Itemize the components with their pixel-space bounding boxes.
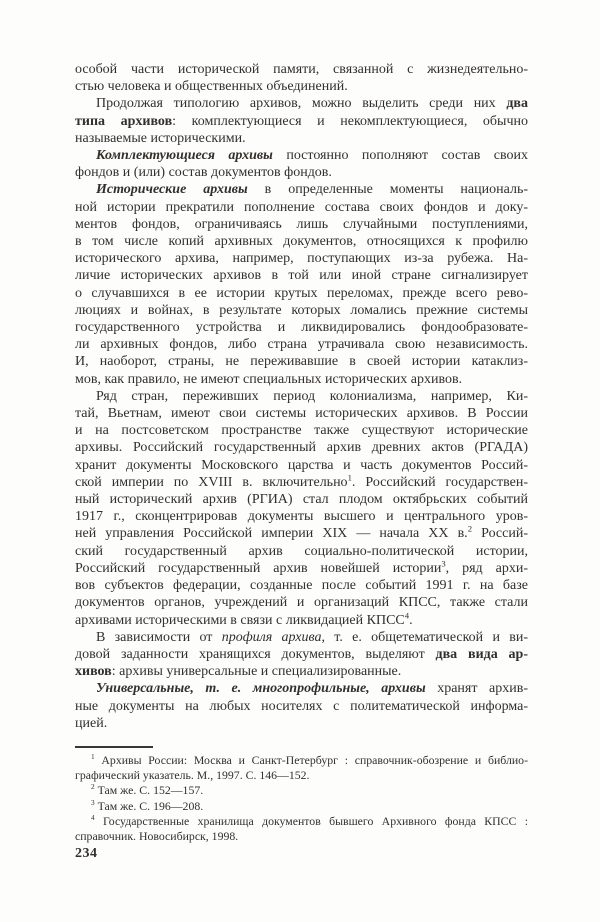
text-line (75, 78, 528, 95)
text-run: профиля архива (221, 629, 322, 645)
text-run: фондов и (или) состав документов фондов. (75, 165, 332, 181)
text-line (75, 594, 528, 611)
text-run: ней управления Российской империи XIX — начала XX в. (75, 526, 468, 542)
text-run: : архивы универсальные и специализированные. (111, 664, 402, 680)
text-line (75, 560, 528, 577)
text-run: довой заданности хранящихся документов, выделяют (75, 646, 436, 662)
text-line (75, 113, 528, 130)
text-run: И, наоборот, страны, не переживавшие в своей истории катаклиз- (75, 354, 528, 370)
text-run: ской империи по XVIII в. включительно (75, 474, 348, 490)
text-run: В зависимости от (96, 629, 222, 645)
text-run: мов, как правило, не имеют специальных исторических архивов. (75, 371, 463, 387)
text-run: хивов (75, 664, 112, 680)
text-line (75, 525, 528, 542)
paragraph (75, 181, 528, 387)
text-line (75, 250, 528, 267)
text-run: ли архивных фондов, либо страна утрачивала свою независимость. (75, 337, 528, 353)
text-line (75, 388, 528, 405)
text-line (75, 422, 528, 439)
text-line (75, 814, 528, 829)
text-line (75, 680, 528, 697)
text-line (75, 371, 528, 388)
paragraph (75, 95, 528, 147)
text-run: Комплектующиеся архивы (96, 148, 273, 164)
text-run: Архивы России: Москва и Санкт-Петербург : справочник-обозрение и библио- (94, 752, 528, 767)
text-line (75, 164, 528, 181)
text-run: : комплектующиеся и некомплектующиеся, обычно (172, 113, 528, 129)
text-line (75, 457, 528, 474)
text-run: Российский государственный архив новейшей истории (75, 560, 442, 576)
text-run: , т. е. общетематической и ви- (321, 629, 528, 645)
text-line (75, 353, 528, 370)
text-run: архивы. Российский государственный архив древних актов (РГАДА) (75, 440, 528, 456)
text-run: ный исторический архив (РГИА) стал плодом октябрьских событий (75, 492, 528, 508)
footnotes (75, 753, 528, 844)
text-line (75, 181, 528, 198)
text-run: ский государственный архив социально-политической истории, (75, 543, 528, 559)
text-line (75, 336, 528, 353)
text-run: ментов фондов, ограничиваясь лишь случайными поступлениями, (75, 216, 528, 232)
paragraph (75, 147, 528, 181)
text-run: справочник. Новосибирск, 1998. (75, 828, 239, 843)
footnote-reference: 2 (91, 782, 95, 792)
text-line (75, 715, 528, 732)
text-line (75, 95, 528, 112)
text-run: вов субъектов федерации, созданные после событий 1991 г. на базе (75, 578, 528, 594)
text-run: стью человека и общественных объединений. (75, 79, 348, 95)
text-run: люциях и войнах, в результате которых ломались прежние системы (75, 302, 528, 318)
text-run: государственного устройства и ликвидировались фондообразовате- (75, 320, 528, 336)
text-run: Универсальные, т. е. многопрофильные, архивы (96, 681, 426, 697)
text-line (75, 577, 528, 594)
text-line (75, 130, 528, 147)
footnote-reference: 4 (404, 609, 410, 620)
text-run: Государственные хранилища документов бывшего Архивного фонда КПСС : (94, 813, 528, 828)
text-run: постоянно пополняют состав своих (272, 148, 528, 164)
footnote-reference: 3 (441, 558, 446, 569)
text-run: 1917 г., сконцентрировав документы высшего и центрального уров- (75, 509, 528, 525)
text-line (75, 216, 528, 233)
text-line (75, 233, 528, 250)
text-line (75, 543, 528, 560)
text-line (75, 753, 528, 768)
text-run: Там же. С. 152—157. (94, 783, 204, 798)
text-line (75, 147, 528, 164)
text-run: архивами историческими в связи с ликвидацией КПСС (75, 612, 405, 628)
text-line (75, 768, 528, 783)
text-line (75, 267, 528, 284)
text-run: и на постсоветском пространстве также существуют исторические (75, 423, 528, 439)
text-line (75, 783, 528, 798)
text-run: два (506, 96, 528, 112)
text-line (75, 609, 528, 629)
paragraph (75, 680, 528, 732)
text-run: , ряд архи- (445, 560, 528, 576)
text-line (75, 508, 528, 525)
footnote-reference: 4 (91, 812, 95, 822)
text-line (75, 285, 528, 302)
text-run: личие исторических архивов в той или иной стране сигнализирует (75, 268, 528, 284)
paragraph (75, 388, 528, 629)
text-run: в том числе копий архивных документов, относящихся к профилю (75, 234, 528, 250)
text-line (75, 61, 528, 78)
text-run: два вида ар- (435, 646, 528, 662)
text-line (75, 663, 528, 680)
footnote-reference: 3 (91, 797, 95, 807)
text-run: особой части исторической памяти, связанной с жизнедеятельно- (75, 62, 528, 77)
text-line (75, 629, 528, 646)
paragraph (75, 61, 528, 95)
text-run: Там же. С. 196—208. (94, 798, 204, 813)
text-run: Россий- (472, 526, 528, 542)
text-run: Продолжая типологию архивов, можно выделить среди них (96, 96, 507, 112)
body-text (75, 61, 528, 732)
text-run: Исторические архивы (96, 182, 248, 198)
text-run: называемые историческими. (75, 130, 246, 146)
text-run: графический указатель. М., 1997. С. 146—152. (75, 768, 310, 783)
text-run: цией. (75, 715, 108, 731)
footnote-reference: 1 (347, 472, 352, 483)
text-run: ной истории прекратили пополнение состава своих фондов и доку- (75, 199, 528, 215)
footnote-separator (75, 746, 153, 748)
footnote (75, 753, 528, 783)
footnote (75, 783, 528, 798)
text-line (75, 405, 528, 422)
text-line (75, 199, 528, 216)
text-line (75, 319, 528, 336)
text-run: тай, Вьетнам, имеют свои системы исторических архивов. В России (75, 406, 528, 422)
text-line (75, 439, 528, 456)
page-number: 234 (75, 846, 98, 861)
text-run: документов органов, учреждений и организаций КПСС, также стали (75, 595, 528, 611)
text-line (75, 698, 528, 715)
text-run: в определенные моменты националь- (247, 182, 528, 198)
text-line (75, 646, 528, 663)
text-line (75, 302, 528, 319)
text-run: . Российский государствен- (351, 474, 529, 490)
footnote (75, 814, 528, 844)
paragraph (75, 629, 528, 681)
text-line (75, 799, 528, 814)
text-line (75, 491, 528, 508)
text-block (75, 61, 528, 844)
footnote-reference: 2 (467, 523, 473, 534)
footnote-reference: 1 (91, 752, 95, 761)
text-run: . (409, 612, 413, 628)
text-run: Ряд стран, переживших период колониализма, например, Ки- (96, 388, 528, 404)
text-line (75, 829, 528, 844)
text-run: хранит документы Московского царства и часть документов Россий- (75, 457, 528, 473)
text-line (75, 474, 528, 491)
text-run: хранят архив- (425, 681, 528, 697)
text-run: о случавшихся в ее истории крутых переломах, прежде всего рево- (75, 285, 528, 301)
text-run: исторического архива, например, поступающих из-за рубежа. На- (75, 251, 528, 267)
footnote (75, 799, 528, 814)
text-run: типа архивов (75, 113, 173, 129)
text-run: ные документы на любых носителях с политематической информа- (75, 698, 528, 714)
